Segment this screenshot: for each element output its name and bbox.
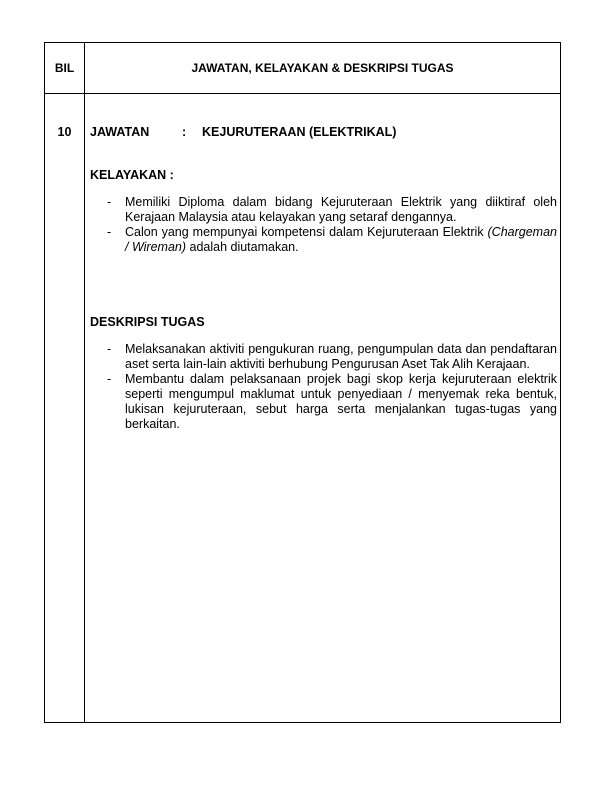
list-item-italic-text: (Chargeman / Wireman) xyxy=(125,225,557,254)
row-number: 10 xyxy=(57,125,72,139)
kelayakan-heading: KELAYAKAN : xyxy=(90,168,174,182)
list-item: - Memiliki Diploma dalam bidang Kejuruteraan Elektrik yang diiktiraf oleh Kerajaan Malaysia atau kelayakan yang setaraf dengannya. xyxy=(90,195,557,225)
kelayakan-list xyxy=(90,195,557,255)
jawatan-value: KEJURUTERAAN (ELEKTRIKAL) xyxy=(202,125,397,139)
header-bil: BIL xyxy=(54,61,75,75)
column-divider xyxy=(84,43,85,722)
list-item-text: adalah diutamakan. xyxy=(186,240,299,254)
header-row-divider xyxy=(45,93,560,94)
list-item: - Melaksanakan aktiviti pengukuran ruang, pengumpulan data dan pendaftaran aset serta lain-lain aktiviti berhubung Pengurusan Aset Tak Alih Kerajaan. xyxy=(90,342,557,372)
deskripsi-heading: DESKRIPSI TUGAS xyxy=(90,315,205,329)
list-item xyxy=(90,225,557,255)
header-title: JAWATAN, KELAYAKAN & DESKRIPSI TUGAS xyxy=(191,61,454,75)
row-content xyxy=(90,125,557,432)
job-description-table xyxy=(44,42,561,723)
jawatan-label: JAWATAN xyxy=(90,125,150,139)
jawatan-colon: : xyxy=(182,125,187,139)
list-item-text: Calon yang mempunyai kompetensi dalam Kejuruteraan Elektrik xyxy=(125,225,488,239)
jawatan-line xyxy=(90,125,557,140)
deskripsi-list xyxy=(90,342,557,432)
list-item: - Membantu dalam pelaksanaan projek bagi skop kerja kejuruteraan elektrik seperti mengumpul maklumat untuk penyediaan / menyemak reka bentuk, lukisan kejuruteraan, sebut harga serta menjalankan tugas-tugas yang berkaitan. xyxy=(90,372,557,432)
